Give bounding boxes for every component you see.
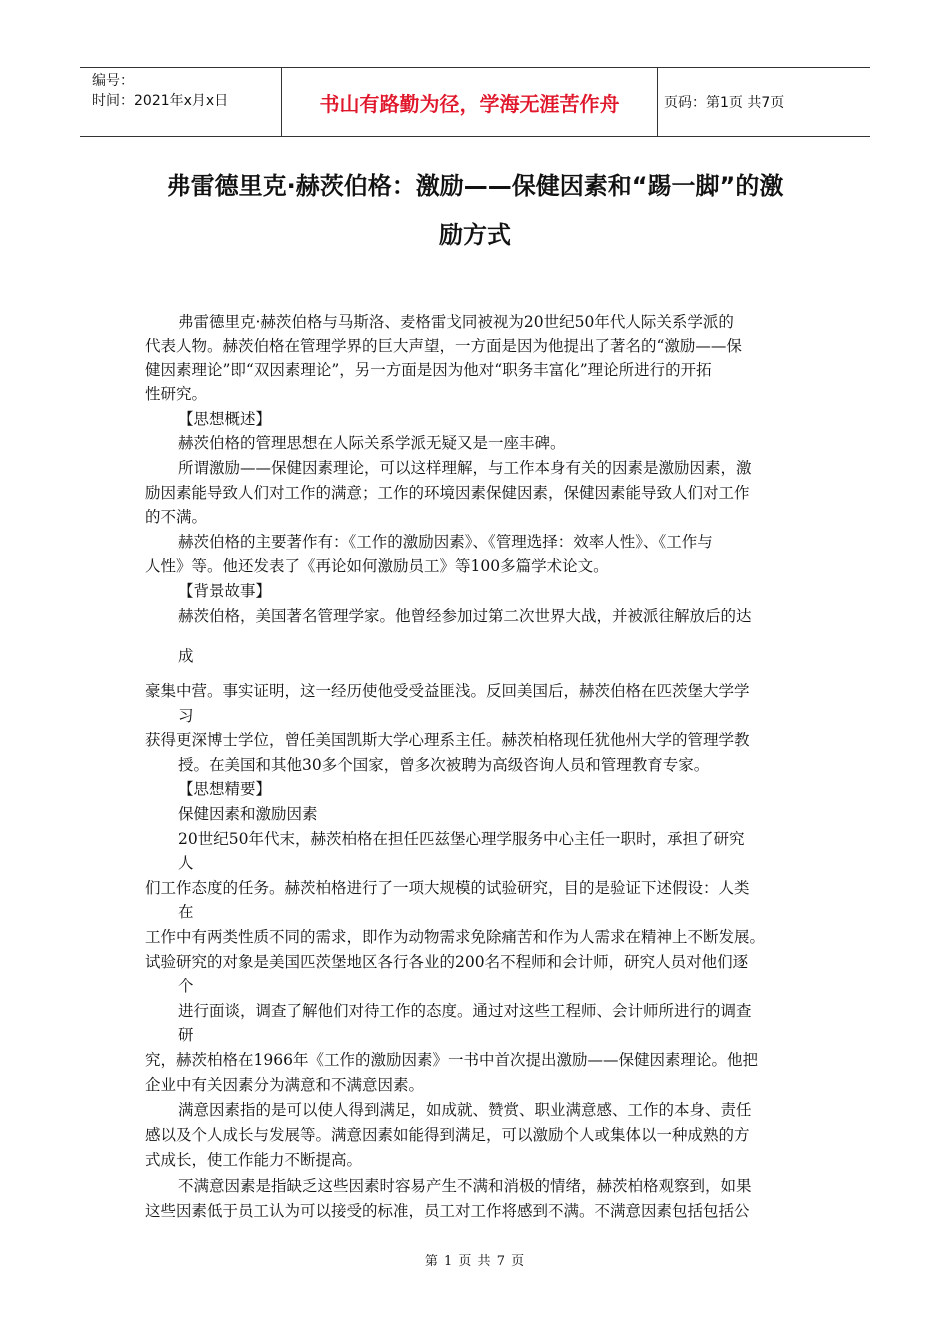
body-line: 成 [178, 647, 194, 665]
body-line: 们工作态度的任务。赫茨柏格进行了一项大规模的试验研究，目的是验证下述假设：人类 [145, 879, 750, 897]
motto-text: 书山有路勤为径，学海无涯苦作舟 [319, 91, 620, 116]
body-line: 人性》等。他还发表了《再论如何激励员工》等100多篇学术论文。 [145, 557, 609, 575]
time-label: 时间：2021年x月x日 [92, 93, 229, 109]
body-line: 代表人物。赫茨伯格在管理学界的巨大声望，一方面是因为他提出了著名的“激励——保 [145, 337, 742, 355]
body-line: 赫茨伯格的主要著作有：《工作的激励因素》、《管理选择：效率人性》、《工作与 [178, 533, 713, 551]
body-line: 赫茨伯格，美国著名管理学家。他曾经参加过第二次世界大战，并被派往解放后的达 [178, 607, 752, 625]
document-header [80, 67, 870, 137]
body-line: 赫茨伯格的管理思想在人际关系学派无疑又是一座丰碑。 [178, 434, 566, 452]
body-line: 豪集中营。事实证明，这一经历使他受受益匪浅。反回美国后，赫茨伯格在匹茨堡大学学 [145, 682, 750, 700]
motto-cell [282, 68, 658, 136]
body-line: 20世纪50年代末，赫茨柏格在担任匹兹堡心理学服务中心主任一职时，承担了研究 [178, 830, 745, 848]
section-heading: 【背景故事】 [178, 582, 272, 600]
body-line: 试验研究的对象是美国匹茨堡地区各行各业的200名不程师和会计师，研究人员对他们逐 [145, 953, 749, 971]
body-line: 研 [178, 1026, 194, 1044]
document-title-line-1: 弗雷德里克·赫茨伯格：激励——保健因素和“踢一脚”的激 [166, 172, 784, 200]
body-line: 弗雷德里克·赫茨伯格与马斯洛、麦格雷戈同被视为20世纪50年代人际关系学派的 [178, 313, 734, 331]
body-line: 工作中有两类性质不同的需求，即作为动物需求免除痛苦和作为人需求在精神上不断发展。 [145, 928, 766, 946]
body-line: 不满意因素是指缺乏这些因素时容易产生不满和消极的情绪，赫茨柏格观察到，如果 [178, 1177, 752, 1195]
body-line: 满意因素指的是可以使人得到满足，如成就、赞赏、职业满意感、工作的本身、责任 [178, 1101, 752, 1119]
body-line: 个 [178, 977, 194, 995]
page-footer: 第 1 页 共 7 页 [424, 1254, 526, 1269]
body-line: 的不满。 [145, 508, 208, 526]
number-label: 编号： [92, 73, 134, 89]
body-line: 习 [178, 707, 194, 725]
body-line: 健因素理论”即“双因素理论”，另一方面是因为他对“职务丰富化”理论所进行的开拓 [145, 361, 712, 379]
body-line: 授。在美国和其他30多个国家，曾多次被聘为高级咨询人员和管理教育专家。 [178, 756, 710, 774]
page-info-text: 页码：第1页 共7页 [664, 95, 785, 111]
body-line: 式成长，使工作能力不断提高。 [145, 1151, 363, 1169]
document-title-line-2: 励方式 [439, 221, 511, 249]
body-line: 企业中有关因素分为满意和不满意因素。 [145, 1076, 425, 1094]
body-line: 所谓激励——保健因素理论，可以这样理解，与工作本身有关的因素是激励因素，激 [178, 459, 752, 477]
body-line: 这些因素低于员工认为可以接受的标准，员工对工作将感到不满。不满意因素包括包括公 [145, 1202, 750, 1220]
page-info-cell [658, 68, 870, 136]
header-meta-cell [80, 68, 282, 136]
body-line: 励因素能导致人们对工作的满意；工作的环境因素保健因素，保健因素能导致人们对工作 [145, 484, 750, 502]
body-line: 性研究。 [145, 385, 208, 403]
body-line: 人 [178, 854, 194, 872]
subsection-heading: 保健因素和激励因素 [178, 805, 318, 823]
section-heading: 【思想概述】 [178, 410, 272, 428]
body-line: 在 [178, 903, 194, 921]
body-line: 感以及个人成长与发展等。满意因素如能得到满足，可以激励个人或集体以一种成熟的方 [145, 1126, 750, 1144]
body-line: 进行面谈，调查了解他们对待工作的态度。通过对这些工程师、会计师所进行的调查 [178, 1002, 752, 1020]
body-line: 究，赫茨柏格在1966年《工作的激励因素》一书中首次提出激励——保健因素理论。他把 [145, 1051, 758, 1069]
section-heading: 【思想精要】 [178, 780, 272, 798]
body-line: 获得更深博士学位，曾任美国凯斯大学心理系主任。赫茨柏格现任犹他州大学的管理学教 [145, 731, 750, 749]
